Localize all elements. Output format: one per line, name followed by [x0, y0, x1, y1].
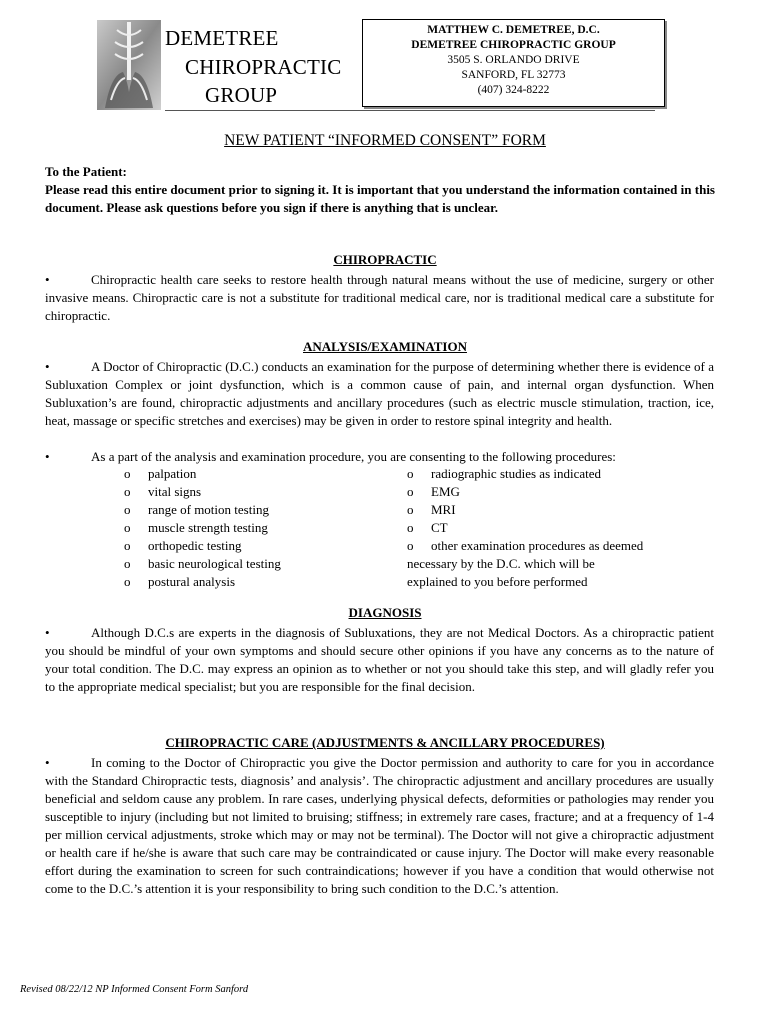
list-item: o palpation — [124, 466, 197, 481]
procedure-list-left — [124, 465, 384, 591]
chiropractic-paragraph: • Chiropractic health care seeks to restore health through natural means without the use of medicine, surgery or other invasive means. Chiropractic care is not a substitute for traditional medical care, nor is traditional medical care a substitute for chiropractic. — [45, 272, 714, 323]
list-item: o radiographic studies as indicated — [407, 466, 602, 481]
group-name: DEMETREE CHIROPRACTIC GROUP — [411, 39, 616, 51]
intro-text: Please read this entire document prior to signing it. It is important that you understand the information contained in this document. Please ask questions before you sign if there is anything that is unclear. — [45, 182, 715, 215]
brand-line-1: DEMETREE — [165, 26, 279, 50]
intro-block — [45, 163, 715, 217]
heading-analysis: ANALYSIS/EXAMINATION — [303, 339, 467, 354]
list-item: o basic neurological testing — [124, 556, 281, 571]
bullet-icon: • — [45, 272, 50, 287]
brand-line-3: GROUP — [205, 83, 278, 107]
heading-diagnosis: DIAGNOSIS — [348, 605, 422, 620]
bullet-icon: • — [45, 755, 50, 770]
diagnosis-paragraph: • Although D.C.s are experts in the diagnosis of Subluxations, they are not Medical Doctors. As a chiropractic patient you should be mindful of your own symptoms and should secure other opinions if you have any concerns as to the nature of your total condition. The D.C. may express an opinion as to whether or not you should take this step, and will gladly refer you to the appropriate medical specialist; but you are responsible for the final decision. — [45, 625, 714, 694]
street-address: 3505 S. ORLANDO DRIVE — [447, 54, 580, 66]
list-item: o range of motion testing — [124, 502, 269, 517]
list-item: o EMG — [407, 484, 460, 499]
bullet-icon: • — [45, 359, 50, 374]
analysis-paragraph-1: • A Doctor of Chiropractic (D.C.) conducts an examination for the purpose of determining whether there is evidence of a Subluxation Complex or joint dysfunction, which is a common cause of pain, and internal organ dysfunction. When Subluxation’s are found, chiropractic adjustments and ancillary procedures (such as electric muscle stimulation, traction, ice, heat, massage or specific stretches and exercises) may be given in order to restore spinal integrity and health. — [45, 359, 714, 428]
footer-revision: Revised 08/22/12 NP Informed Consent Form Sanford — [20, 984, 249, 995]
heading-chiropractic-care: CHIROPRACTIC CARE (ADJUSTMENTS & ANCILLARY PROCEDURES) — [165, 735, 605, 750]
list-item: o vital signs — [124, 484, 202, 499]
list-item: o muscle strength testing — [124, 520, 268, 535]
brand-line-2: CHIROPRACTIC — [185, 55, 342, 79]
phone-number: (407) 324-8222 — [477, 84, 550, 96]
procedure-list-right — [407, 465, 707, 591]
bullet-icon: • — [45, 625, 50, 640]
page-title: NEW PATIENT “INFORMED CONSENT” FORM — [224, 132, 546, 149]
analysis-paragraph-2: • As a part of the analysis and examination procedure, you are consenting to the following procedures: — [45, 449, 616, 464]
list-item: o other examination procedures as deemed — [407, 538, 644, 553]
list-item-continued: explained to you before performed — [407, 574, 588, 589]
list-item-continued: necessary by the D.C. which will be — [407, 556, 595, 571]
address-box — [362, 19, 665, 107]
list-item: o orthopedic testing — [124, 538, 242, 553]
care-paragraph: • In coming to the Doctor of Chiropractic you give the Doctor permission and authority to care for you in accordance with the Standard Chiropractic tests, diagnosis’ and analysis’. The chiropractic adjustment and ancillary procedures are usually beneficial and seldom cause any problem. In rare cases, underlying physical defects, deformities or pathologies may render you susceptible to injury (including but not limited to bruising; stiffness; in extremely rare cases, fracture; and at a frequency of 1-4 per million cervical adjustments, stroke which may or may not be terminal). The Doctor will not give a chiropractic adjustment or health care if he/she is aware that such care may be contraindicated or cause injury. The Doctor will make every reasonable effort during the examination to screen for such contraindications; however if you have a condition that would otherwise not come to the D.C.’s attention it is your responsibility to bring such condition to the D.C.’s attention. — [45, 755, 714, 896]
header-divider — [165, 110, 655, 111]
bullet-icon: • — [45, 449, 50, 464]
list-item: o CT — [407, 520, 448, 535]
logo-image — [97, 20, 161, 110]
intro-greeting: To the Patient: — [45, 164, 127, 179]
heading-chiropractic: CHIROPRACTIC — [333, 252, 437, 267]
doctor-name: MATTHEW C. DEMETREE, D.C. — [427, 24, 600, 36]
list-item: o postural analysis — [124, 574, 236, 589]
list-item: o MRI — [407, 502, 456, 517]
city-address: SANFORD, FL 32773 — [461, 69, 566, 81]
